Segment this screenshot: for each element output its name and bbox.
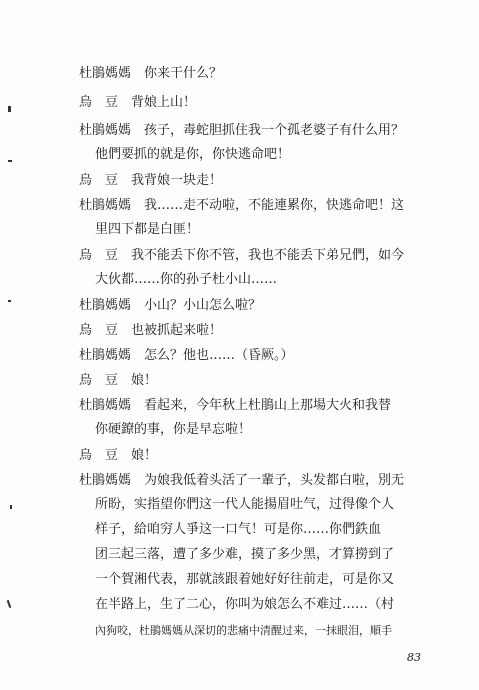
- page-number: 83: [407, 651, 421, 664]
- margin-mark: [10, 505, 12, 509]
- text-line: 团三起三落，遭了多少难，摸了多少黑，才算撈到了: [95, 547, 395, 562]
- text-line: 烏 豆 背娘上山！: [79, 95, 197, 110]
- text-line: 烏 豆 娘！: [79, 448, 158, 463]
- margin-mark: [8, 106, 11, 112]
- text-line: 烏 豆 我不能丢下你不管，我也不能丢下弟兄們，如今: [79, 248, 405, 263]
- text-line: 杜鵑媽媽 怎么？他也……（昏厥。）: [79, 348, 294, 363]
- text-line: 杜鵑媽媽 你来干什么？: [79, 66, 223, 81]
- text-line: 他們要抓的就是你，你快逃命吧！: [95, 147, 291, 162]
- margin-mark: [7, 600, 12, 608]
- margin-mark: [8, 300, 11, 302]
- text-line: 烏 豆 也被抓起来啦！: [79, 323, 223, 338]
- text-line: 杜鵑媽媽 为娘我低着头活了一輩子，头发都白啦，別无: [79, 473, 405, 488]
- text-line: 杜鵑媽媽 看起来，今年秋上杜鵑山上那場大火和我替: [79, 398, 392, 413]
- text-line: 烏 豆 娘！: [79, 373, 158, 388]
- text-line: 烏 豆 我背娘一块走！: [79, 173, 223, 188]
- margin-mark: [8, 160, 12, 162]
- text-line: 內狗咬，杜鵑媽媽从深切的悲痛中清醒过来，一抹眼泪，順手: [95, 624, 392, 637]
- text-line: 杜鵑媽媽 小山？小山怎么啦？: [79, 298, 262, 313]
- text-line: 杜鵑媽媽 孩子，毒蛇胆抓住我一个孤老婆子有什么用？: [79, 123, 405, 138]
- text-line: 样子，給咱穷人爭这一口气！可是你……你們鉄血: [95, 522, 382, 537]
- text-line: 所盼，实指望你們这一代人能揚眉吐气，过得像个人: [95, 497, 395, 512]
- text-line: 大伙都……你的孙子杜小山……: [95, 272, 278, 287]
- text-line: 里四下都是白匪！: [95, 222, 200, 237]
- text-line: 杜鵑媽媽 我……走不动啦，不能連累你，快逃命吧！这: [79, 198, 405, 213]
- text-line: 你硬鐐的事，你是早忘啦！: [95, 422, 252, 437]
- text-line: 在半路上，生了二心，你叫为娘怎么不难过……（村: [95, 597, 395, 612]
- text-line: 一个賀湘代表，那就該跟着她好好往前走，可是你又: [95, 572, 395, 587]
